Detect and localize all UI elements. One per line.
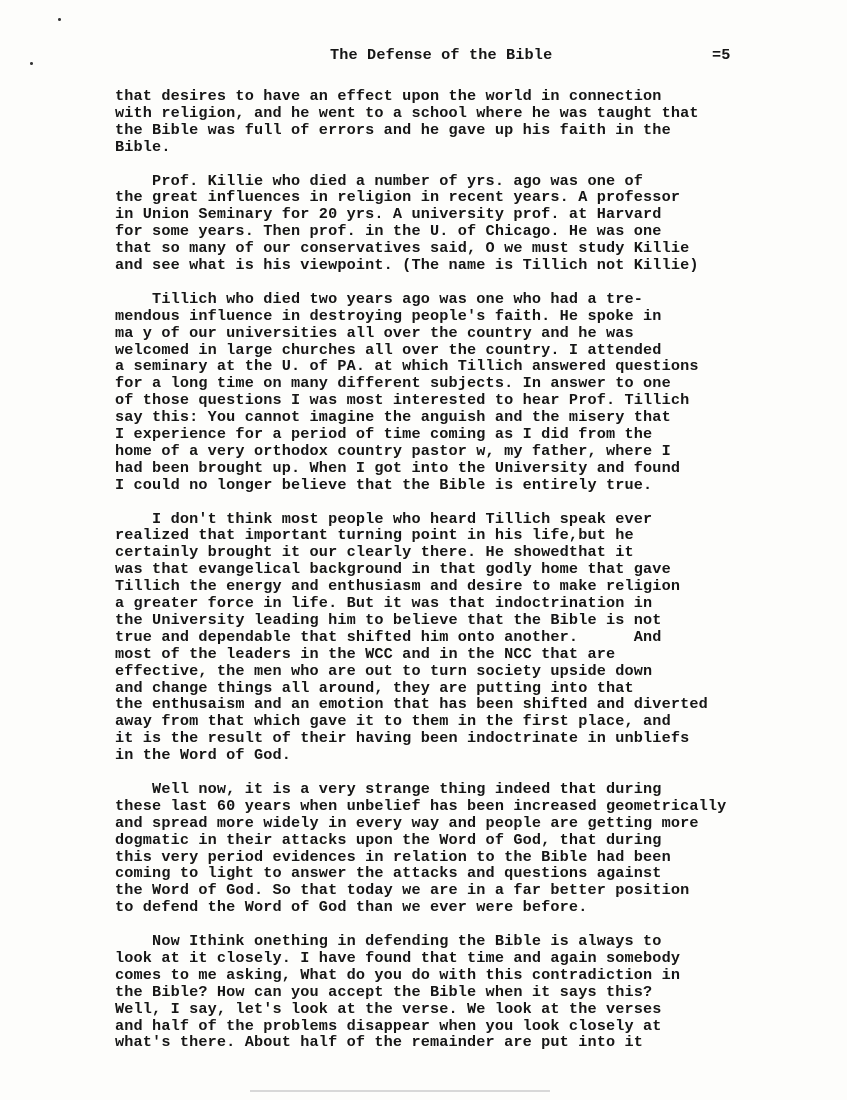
text-line: welcomed in large churches all over the country. I attended	[115, 340, 662, 359]
page-header	[330, 46, 750, 66]
text-line: and see what is his viewpoint. (The name is Tillich not Killie)	[115, 256, 699, 275]
paragraph	[115, 88, 815, 156]
text-line: these last 60 years when unbelief has been increased geometrically	[115, 796, 727, 815]
text-line: of those questions I was most interested to hear Prof. Tillich	[115, 391, 690, 410]
text-line: away from that which gave it to them in the first place, and	[115, 712, 671, 731]
text-line: with religion, and he went to a school where he was taught that	[115, 103, 699, 122]
text-line: the Word of God. So that today we are in a far better position	[115, 881, 690, 900]
page-number: =5	[712, 46, 731, 64]
text-line: Tillich the energy and enthusiasm and desire to make religion	[115, 577, 681, 596]
text-line: and half of the problems disappear when you look closely at	[115, 1016, 662, 1035]
scan-edge	[250, 1090, 550, 1092]
document-body	[115, 88, 815, 1068]
text-line: for a long time on many different subjects. In answer to one	[115, 374, 671, 393]
text-line: it is the result of their having been indoctrinate in unbliefs	[115, 729, 690, 748]
text-line: true and dependable that shifted him onto another. And	[115, 627, 662, 646]
text-line: the great influences in religion in recent years. A professor	[115, 188, 681, 207]
text-line: a greater force in life. But it was that indoctrination in	[115, 594, 653, 613]
text-line: a seminary at the U. of PA. at which Tillich answered questions	[115, 357, 699, 376]
page-title: The Defense of the Bible	[330, 46, 553, 64]
text-line: that desires to have an effect upon the world in connection	[115, 87, 662, 105]
text-line: Well now, it is a very strange thing indeed that during	[115, 779, 662, 798]
paragraph	[115, 291, 815, 494]
text-line: what's there. About half of the remainder are put into it	[115, 1033, 644, 1052]
text-line: was that evangelical background in that godly home that gave	[115, 560, 671, 579]
text-line: ma y of our universities all over the country and he was	[115, 323, 634, 342]
text-line: had been brought up. When I got into the University and found	[115, 458, 681, 477]
text-line: say this: You cannot imagine the anguish and the misery that	[115, 408, 671, 427]
text-line: the Bible? How can you accept the Bible when it says this?	[115, 982, 653, 1001]
text-line: I could no longer believe that the Bible is entirely true.	[115, 475, 653, 494]
paragraph	[115, 781, 815, 916]
text-line: this very period evidences in relation to the Bible had been	[115, 847, 671, 866]
paragraph	[115, 511, 815, 764]
text-line: the University leading him to believe that the Bible is not	[115, 610, 662, 629]
text-line: comes to me asking, What do you do with this contradiction in	[115, 965, 681, 984]
text-line: that so many of our conservatives said, O we must study Killie	[115, 239, 690, 258]
text-line: in Union Seminary for 20 yrs. A university prof. at Harvard	[115, 205, 662, 224]
text-line: I experience for a period of time coming as I did from the	[115, 425, 653, 444]
text-line: Tillich who died two years ago was one who had a tre-	[115, 289, 644, 308]
text-line: for some years. Then prof. in the U. of Chicago. He was one	[115, 222, 662, 241]
text-line: the Bible was full of errors and he gave up his faith in the	[115, 120, 671, 139]
text-line: Prof. Killie who died a number of yrs. ago was one of	[115, 171, 644, 190]
paragraph	[115, 933, 815, 1051]
text-line: certainly brought it our clearly there. He showedthat it	[115, 543, 634, 562]
text-line: effective, the men who are out to turn society upside down	[115, 661, 653, 680]
text-line: the enthusaism and an emotion that has been shifted and diverted	[115, 695, 708, 714]
text-line: in the Word of God.	[115, 746, 292, 765]
text-line: most of the leaders in the WCC and in the NCC that are	[115, 644, 616, 663]
text-line: Well, I say, let's look at the verse. We look at the verses	[115, 999, 662, 1018]
text-line: home of a very orthodox country pastor w, my father, where I	[115, 441, 671, 460]
text-line: look at it closely. I have found that time and again somebody	[115, 948, 681, 967]
text-line: Now Ithink onething in defending the Bible is always to	[115, 932, 662, 951]
text-line: and change things all around, they are putting into that	[115, 678, 634, 697]
text-line: mendous influence in destroying people's faith. He spoke in	[115, 306, 662, 325]
paragraph	[115, 173, 815, 274]
text-line: to defend the Word of God than we ever were before.	[115, 898, 588, 917]
text-line: Bible.	[115, 137, 171, 156]
text-line: coming to light to answer the attacks and questions against	[115, 864, 662, 883]
text-line: dogmatic in their attacks upon the Word of God, that during	[115, 830, 662, 849]
text-line: realized that important turning point in his life,but he	[115, 526, 634, 545]
scan-speck	[30, 62, 33, 65]
text-line: and spread more widely in every way and people are getting more	[115, 813, 699, 832]
scan-speck	[58, 18, 61, 21]
text-line: I don't think most people who heard Tillich speak ever	[115, 509, 653, 528]
